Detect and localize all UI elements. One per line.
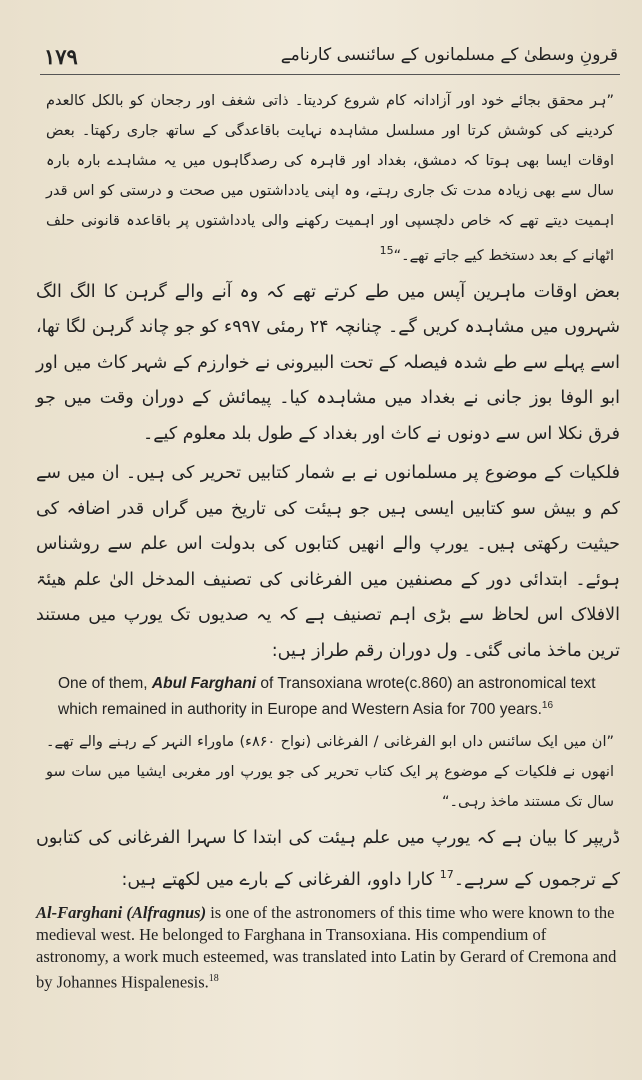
quote-text-before: One of them, bbox=[58, 675, 152, 693]
footnote-ref: 16 bbox=[541, 700, 554, 712]
block-quote-text: ”ہر محقق بجائے خود اور آزادانہ کام شروع کردیتا۔ ذاتی شغف اور رجحان کو بالکل کالعدم کردینے کی کوشش کرتا اور مسلسل مشاہدہ نہایت باقاعدگی کے ساتھ جاری رکھتا۔ بعض اوقات ایسا بھی ہوتا کہ دمشق، بغداد اور قاہرہ کی رصدگاہوں میں یہ مشاہدے بارہ بارہ سال سے بھی زیادہ مدت تک جاری رہتے، وہ اپنی یادداشتوں میں صحت و درستی کو اس قدر اہمیت دیتے تھے کہ خاص دلچسپی اور اہمیت رکھنے والی یادداشتوں پر باقاعدہ قانونی حلف اٹھانے کے بعد دستخط کیے جاتے تھے۔“ bbox=[46, 93, 614, 264]
quote-text-after: of Transoxiana wrote(c.860) an astronomical text which remained in authority in Europe and Western Asia for 700 years. bbox=[58, 675, 596, 719]
paragraph-text-a: ڈریپر کا بیان ہے کہ یورپ میں علم ہیئت کی ابتدا کا سہرا الفرغانی کی کتابوں کے ترجموں کے سرہے۔ bbox=[36, 828, 620, 890]
footnote-ref: 17 bbox=[439, 867, 454, 881]
quote-text-after: is one of the astronomers of this time who were known to the medieval west. He belonged to Farghana in Transoxiana. His compendium of astronomy, a work much esteemed, was translated into Latin by Gerard of Cremona and by Johannes Hispalenesis. bbox=[36, 903, 617, 992]
paragraph-astronomy-books: فلکیات کے موضوع پر مسلمانوں نے بے شمار کتابیں تحریر کی ہیں۔ ان میں سے کم و بیش سو کتابیں ایسی ہیں جو ہیئت کی تاریخ میں گراں قدر اضافہ کی حیثیت رکھتی ہیں۔ یورپ والے انھیں کتابوں کی بدولت اس علم سے روشناس ہوئے۔ ابتدائی دور کے مصنفین میں الفرغانی کی تصنیف المدخل الیٰ علم ھیئۃ الافلاک اس لحاظ سے بڑی اہم تصنیف ہے کہ یہ صدیوں تک یورپ میں مستند ترین ماخذ مانی گئی۔ ول دوران رقم طراز ہیں: bbox=[36, 463, 620, 661]
quote-subject-name: Al-Farghani (Alfragnus) bbox=[36, 903, 207, 923]
english-quote-carra-de-vaux bbox=[36, 902, 620, 994]
english-quote-durant bbox=[36, 673, 620, 721]
quote-author-name: Abul Farghani bbox=[151, 675, 257, 693]
page-header bbox=[40, 38, 620, 75]
paragraph-eclipse: بعض اوقات ماہرین آپس میں طے کرتے تھے کہ وہ آنے والے گرہن کا الگ الگ شہروں میں مشاہدہ کریں گے۔ چنانچہ ۲۴ رمئی ۹۹۷ء کو جو چاند گرہن لگا تھا، اسے پہلے سے طے شدہ فیصلہ کے تحت البیرونی نے خوارزم کے شہر کاث میں اور ابو الوفا بوز جانی نے بغداد میں مشاہدہ کیا۔ پیمائش کے دوران وقت میں جو فرق نکلا اس سے دونوں نے کاث اور بغداد کے طول بلد معلوم کیے۔ bbox=[36, 281, 620, 444]
running-title: قرونِ وسطیٰ کے مسلمانوں کے سائنسی کارنامے bbox=[280, 45, 618, 65]
paragraph-draper bbox=[36, 821, 620, 898]
page-body bbox=[36, 86, 620, 1000]
block-quote-urdu bbox=[36, 86, 620, 271]
page-number: ۱۷۹ bbox=[44, 44, 78, 69]
footnote-ref: 15 bbox=[379, 244, 394, 257]
footnote-ref: 18 bbox=[208, 973, 219, 985]
urdu-translation-quote: ”ان میں ایک سائنس داں ابو الفرغانی / الفرغانی (نواح ۸۶۰ء) ماوراء النہر کے رہنے والے تھے۔ انھوں نے فلکیات کے موضوع پر ایک کتاب تحریر کی جو یورپ اور مغربی ایشیا میں سات سو سال تک مستند ماخذ رہی۔“ bbox=[46, 734, 614, 811]
paragraph-text-b: کارا داوو، الفرغانی کے بارے میں لکھتے ہیں: bbox=[121, 869, 435, 890]
